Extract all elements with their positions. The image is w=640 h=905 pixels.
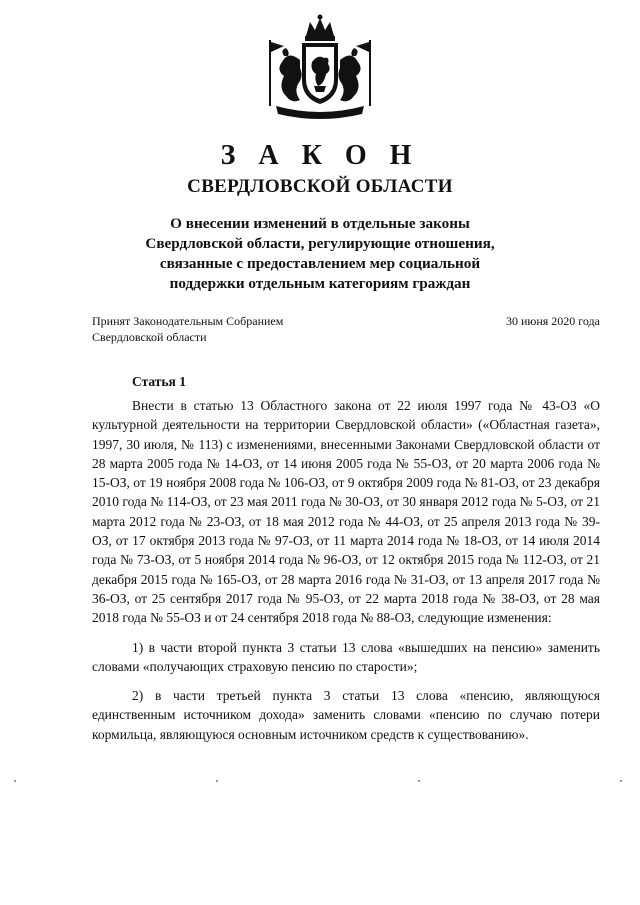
adopted-by-line: Свердловской области <box>92 330 207 344</box>
article-paragraph: Внести в статью 13 Областного закона от 22 июля 1997 года № 43-ОЗ «О культурной деятельности на территории Свердловской области» («Областная газета», 1997, 30 июля, № 113) с изменениями, внесенными Законами Свердловской области от 28 марта 2005 года № 14-ОЗ, от 14 июня 2005 года № 55-ОЗ, от 20 марта 2006 года № 15-ОЗ, от 19 ноября 2008 года № 106-ОЗ, от 9 октября 2009 года № 81-ОЗ, от 23 декабря 2010 года № 114-ОЗ, от 23 мая 2011 года № 30-ОЗ, от 30 января 2012 года № 5-ОЗ, от 21 марта 2012 года № 23-ОЗ, от 18 мая 2012 года № 44-ОЗ, от 25 апреля 2013 года № 39-ОЗ, от 17 октября 2013 года № 97-ОЗ, от 11 марта 2014 года № 18-ОЗ, от 14 июля 2014 года № 73-ОЗ, от 5 ноября 2014 года № 96-ОЗ, от 12 октября 2015 года № 112-ОЗ, от 21 декабря 2015 года № 165-ОЗ, от 28 марта 2016 года № 31-ОЗ, от 13 апреля 2017 года № 36-ОЗ, от 25 сентября 2017 года № 95-ОЗ, от 22 марта 2018 года № 38-ОЗ, от 28 мая 2018 года № 55-ОЗ и от 24 сентября 2018 года № 88-ОЗ, следующие изменения: <box>92 398 600 626</box>
document-type-title: З А К О Н <box>220 140 420 171</box>
article-heading: Статья 1 <box>132 374 186 389</box>
scan-speck <box>14 780 16 782</box>
article-paragraph: 2) в части третьей пункта 3 статьи 13 слова «пенсию, являющуюся единственным источником дохода» заменить словами «пенсию по случаю потери кормильца, являющуюся основным источником средств к существованию». <box>92 688 600 742</box>
document-region-title: СВЕРДЛОВСКОЙ ОБЛАСТИ <box>187 176 453 197</box>
law-subject-line: Свердловской области, регулирующие отношения, <box>145 235 495 252</box>
adopted-by-line: Принят Законодательным Собранием <box>92 314 284 328</box>
law-subject-line: связанные с предоставлением мер социальной <box>159 255 481 272</box>
coat-of-arms-icon <box>262 10 378 126</box>
scan-speck <box>620 780 622 782</box>
adoption-date: 30 июня 2020 года <box>505 314 600 328</box>
adopted-by <box>92 313 352 345</box>
law-subject-line: О внесении изменений в отдельные законы <box>170 215 470 232</box>
scan-speck <box>418 780 420 782</box>
scan-speck <box>216 780 218 782</box>
law-subject-line: поддержки отдельным категориям граждан <box>169 275 471 292</box>
article-body <box>92 396 600 754</box>
article-paragraph: 1) в части второй пункта 3 статьи 13 слова «вышедших на пенсию» заменить словами «получающих страховую пенсию по старости»; <box>92 639 600 674</box>
law-subject <box>100 214 540 294</box>
